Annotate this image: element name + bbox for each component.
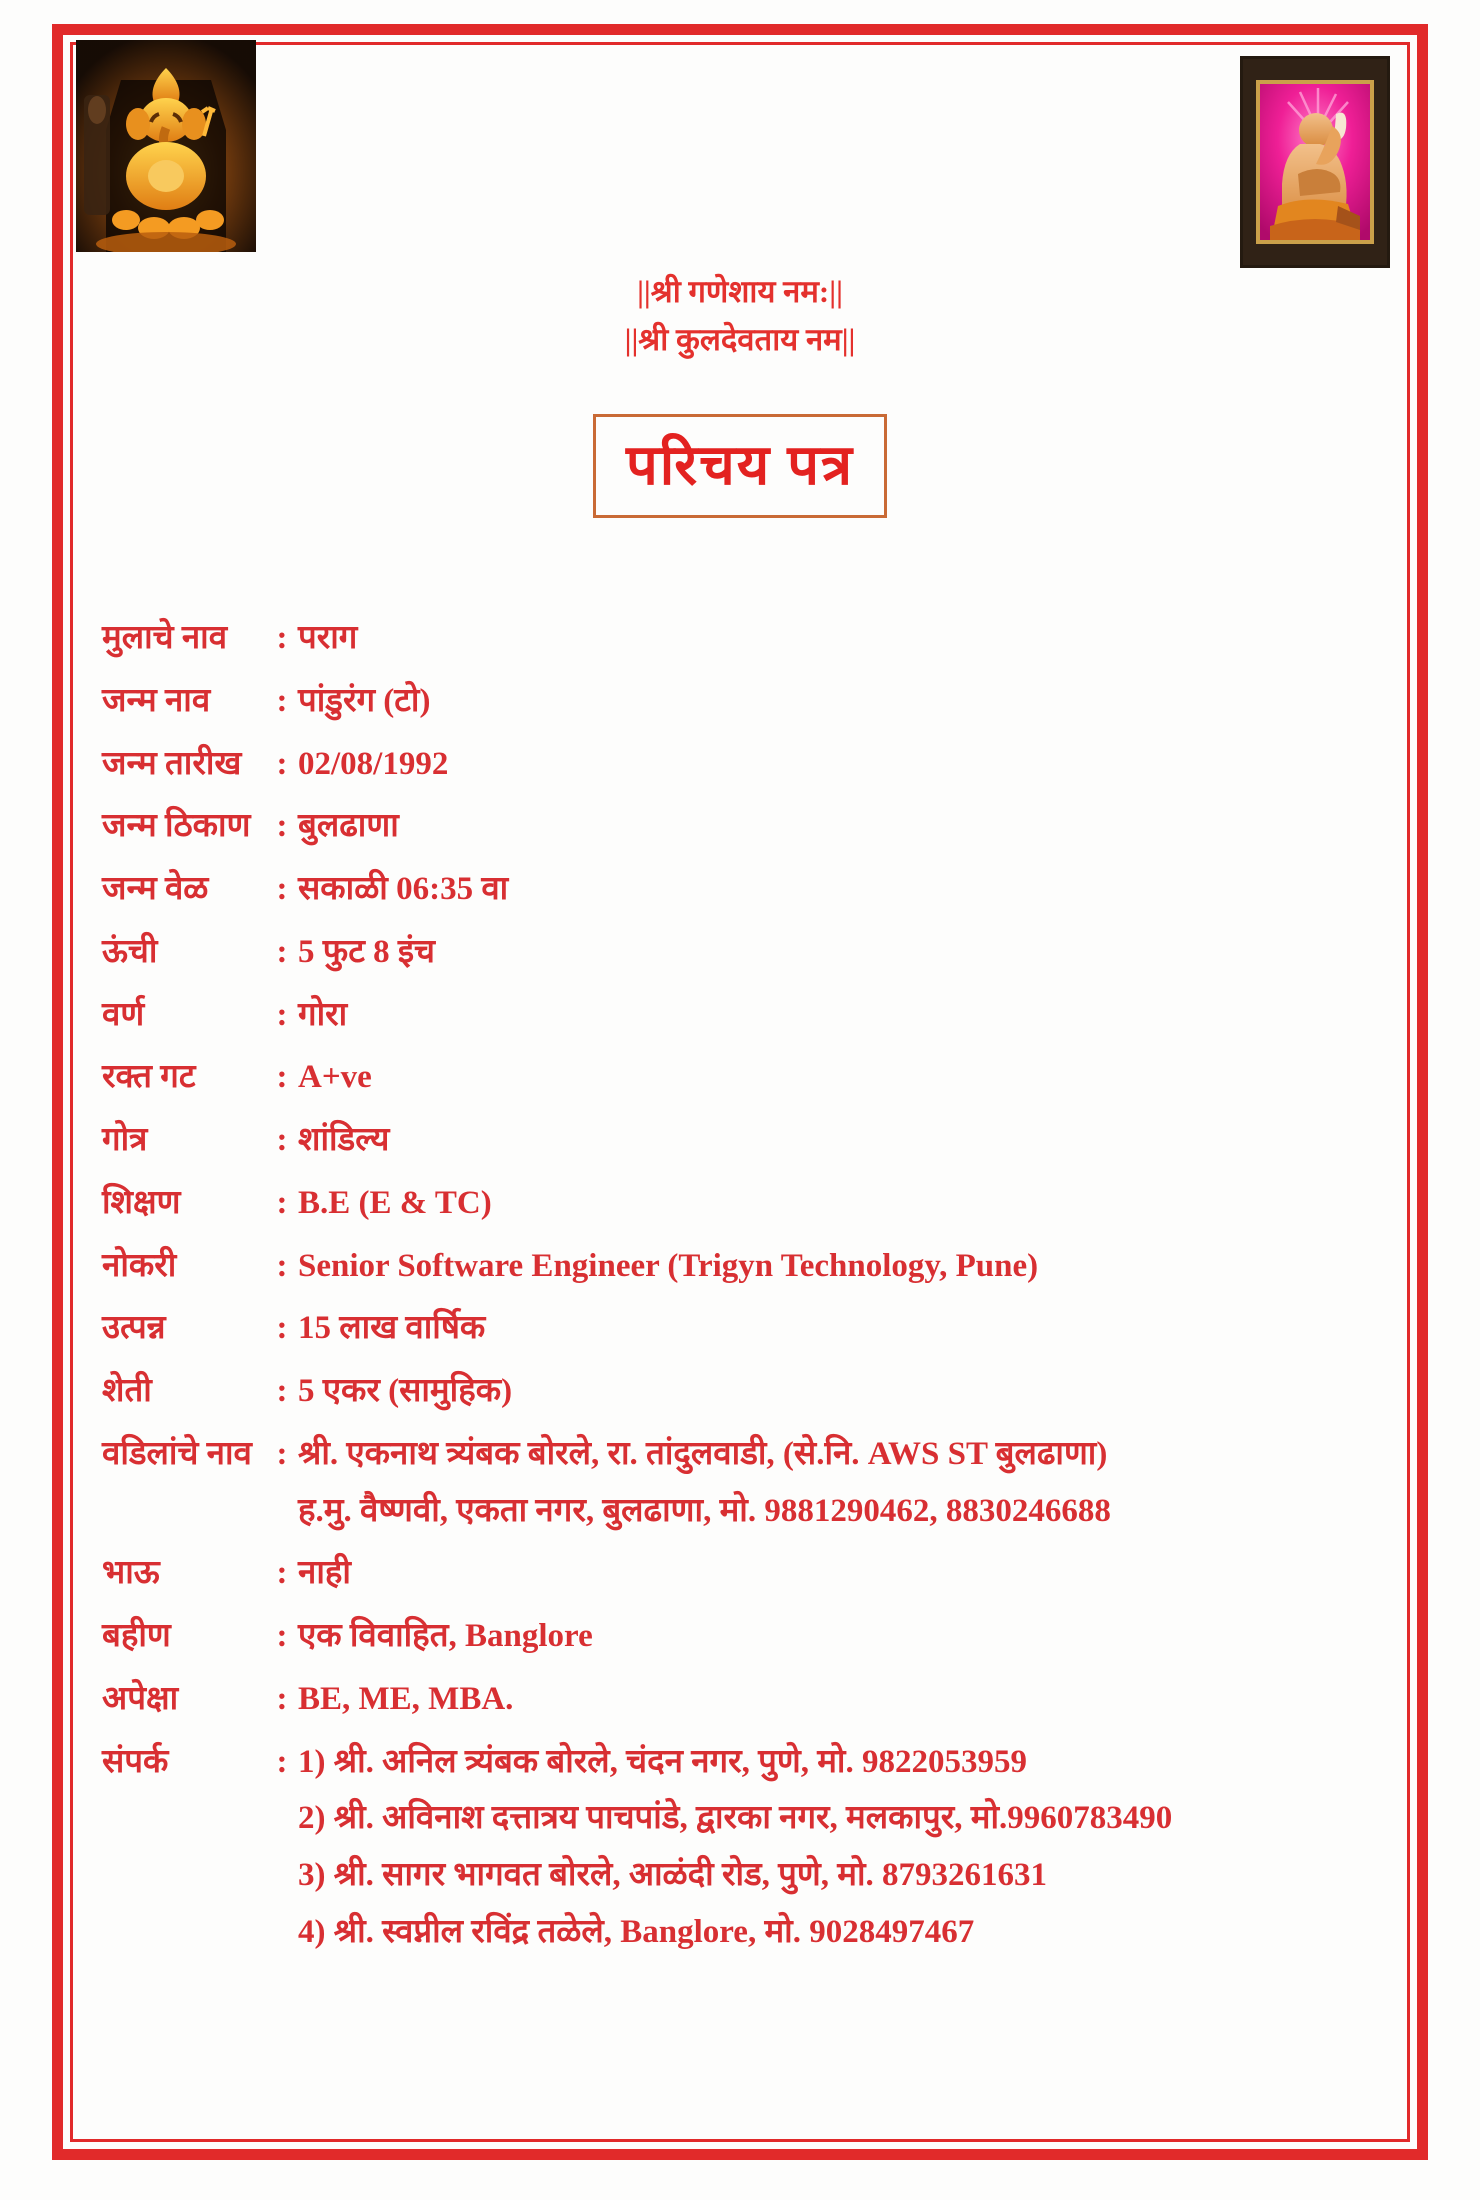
colon: : [276, 933, 288, 970]
field-value: 15 लाख वार्षिक [298, 1310, 486, 1347]
colon: : [276, 1435, 288, 1472]
field-label: शिक्षण [102, 1184, 181, 1221]
field-label: वर्ण [102, 996, 145, 1033]
field-row-income [102, 1300, 1402, 1357]
field-row-farm [102, 1363, 1402, 1420]
field-row-contact [102, 1734, 1402, 1961]
field-row-brother [102, 1545, 1402, 1602]
field-row-sister [102, 1608, 1402, 1665]
field-row-birth-date [102, 736, 1402, 793]
field-value: पराग [298, 620, 358, 657]
page-title: परिचय पत्र [593, 414, 887, 518]
field-row-job [102, 1238, 1402, 1295]
fields-list [78, 610, 1402, 1961]
field-label: जन्म वेळ [102, 871, 209, 908]
field-value: 02/08/1992 [298, 745, 449, 782]
field-value: B.E (E & TC) [298, 1184, 492, 1221]
field-label: शेती [102, 1373, 152, 1410]
ganesh-idol-photo [76, 40, 256, 252]
field-row-expectation [102, 1671, 1402, 1728]
field-label: बहीण [102, 1618, 171, 1655]
field-row-birth-place [102, 798, 1402, 855]
field-value: BE, ME, MBA. [298, 1680, 514, 1717]
field-value: Senior Software Engineer (Trigyn Technology, Pune) [298, 1247, 1039, 1284]
field-row-education [102, 1175, 1402, 1232]
field-label: जन्म ठिकाण [102, 808, 251, 845]
contact-line-1: 1) श्री. अनिल त्र्यंबक बोरले, चंदन नगर, पुणे, मो. 9822053959 [298, 1743, 1027, 1780]
colon: : [276, 620, 288, 657]
field-value-multiline [290, 1426, 1402, 1540]
title-wrap [78, 414, 1402, 518]
colon: : [276, 1247, 288, 1284]
field-value: 5 फुट 8 इंच [298, 933, 435, 970]
field-label: अपेक्षा [102, 1680, 179, 1717]
field-row-complexion [102, 987, 1402, 1044]
father-line-1: श्री. एकनाथ त्र्यंबक बोरले, रा. तांदुलवाडी, (से.नि. AWS ST बुलढाणा) [298, 1435, 1108, 1472]
field-value: गोरा [298, 996, 348, 1033]
field-row-height [102, 924, 1402, 981]
field-label: गोत्र [102, 1122, 148, 1159]
field-value: 5 एकर (सामुहिक) [298, 1373, 513, 1410]
field-label: संपर्क [102, 1743, 169, 1780]
field-label: रक्त गट [102, 1059, 196, 1096]
invocation-line-2: ||श्री कुलदेवताय नम|| [624, 322, 856, 358]
field-value: एक विवाहित, Banglore [298, 1618, 593, 1655]
colon: : [276, 1373, 288, 1410]
field-label: उत्पन्न [102, 1310, 166, 1347]
colon: : [276, 871, 288, 908]
colon: : [276, 996, 288, 1033]
colon: : [276, 1122, 288, 1159]
field-row-father-name [102, 1426, 1402, 1540]
field-label: जन्म तारीख [102, 745, 242, 782]
field-value: सकाळी 06:35 वा [298, 871, 509, 908]
colon: : [276, 1680, 288, 1717]
colon: : [276, 682, 288, 719]
gajanan-maharaj-photo [1240, 56, 1390, 268]
father-line-2: ह.मु. वैष्णवी, एकता नगर, बुलढाणा, मो. 9881290462, 8830246688 [298, 1492, 1111, 1529]
field-value: A+ve [298, 1059, 372, 1096]
field-row-boy-name [102, 610, 1402, 667]
field-label: वडिलांचे नाव [102, 1435, 252, 1472]
contact-line-4: 4) श्री. स्वप्नील रविंद्र तळेले, Banglore, मो. 9028497467 [298, 1913, 975, 1950]
colon: : [276, 1184, 288, 1221]
field-value: पांडुरंग (टो) [298, 682, 431, 719]
colon: : [276, 1059, 288, 1096]
invocation-line-1: ||श्री गणेशाय नम:|| [637, 274, 843, 309]
field-label: जन्म नाव [102, 682, 211, 719]
field-value-multiline [290, 1734, 1402, 1961]
field-label: ऊंची [102, 933, 158, 970]
contact-line-2: 2) श्री. अविनाश दत्तात्रय पाचपांडे, द्वारका नगर, मलकापुर, मो.9960783490 [298, 1800, 1173, 1837]
field-row-birth-name [102, 673, 1402, 730]
colon: : [276, 745, 288, 782]
colon: : [276, 1555, 288, 1592]
field-row-gotra [102, 1112, 1402, 1169]
field-row-birth-time [102, 861, 1402, 918]
colon: : [276, 808, 288, 845]
field-value: बुलढाणा [298, 808, 399, 845]
field-value: नाही [298, 1555, 351, 1592]
field-label: भाऊ [102, 1555, 160, 1592]
field-label: नोकरी [102, 1247, 177, 1284]
colon: : [276, 1618, 288, 1655]
field-label: मुलाचे नाव [102, 620, 228, 657]
colon: : [276, 1310, 288, 1347]
document-body [78, 268, 1402, 1967]
invocations [78, 268, 1402, 364]
field-row-blood-group [102, 1049, 1402, 1106]
contact-line-3: 3) श्री. सागर भागवत बोरले, आळंदी रोड, पुणे, मो. 8793261631 [298, 1857, 1048, 1894]
colon: : [276, 1743, 288, 1780]
field-value: शांडिल्य [298, 1122, 390, 1159]
